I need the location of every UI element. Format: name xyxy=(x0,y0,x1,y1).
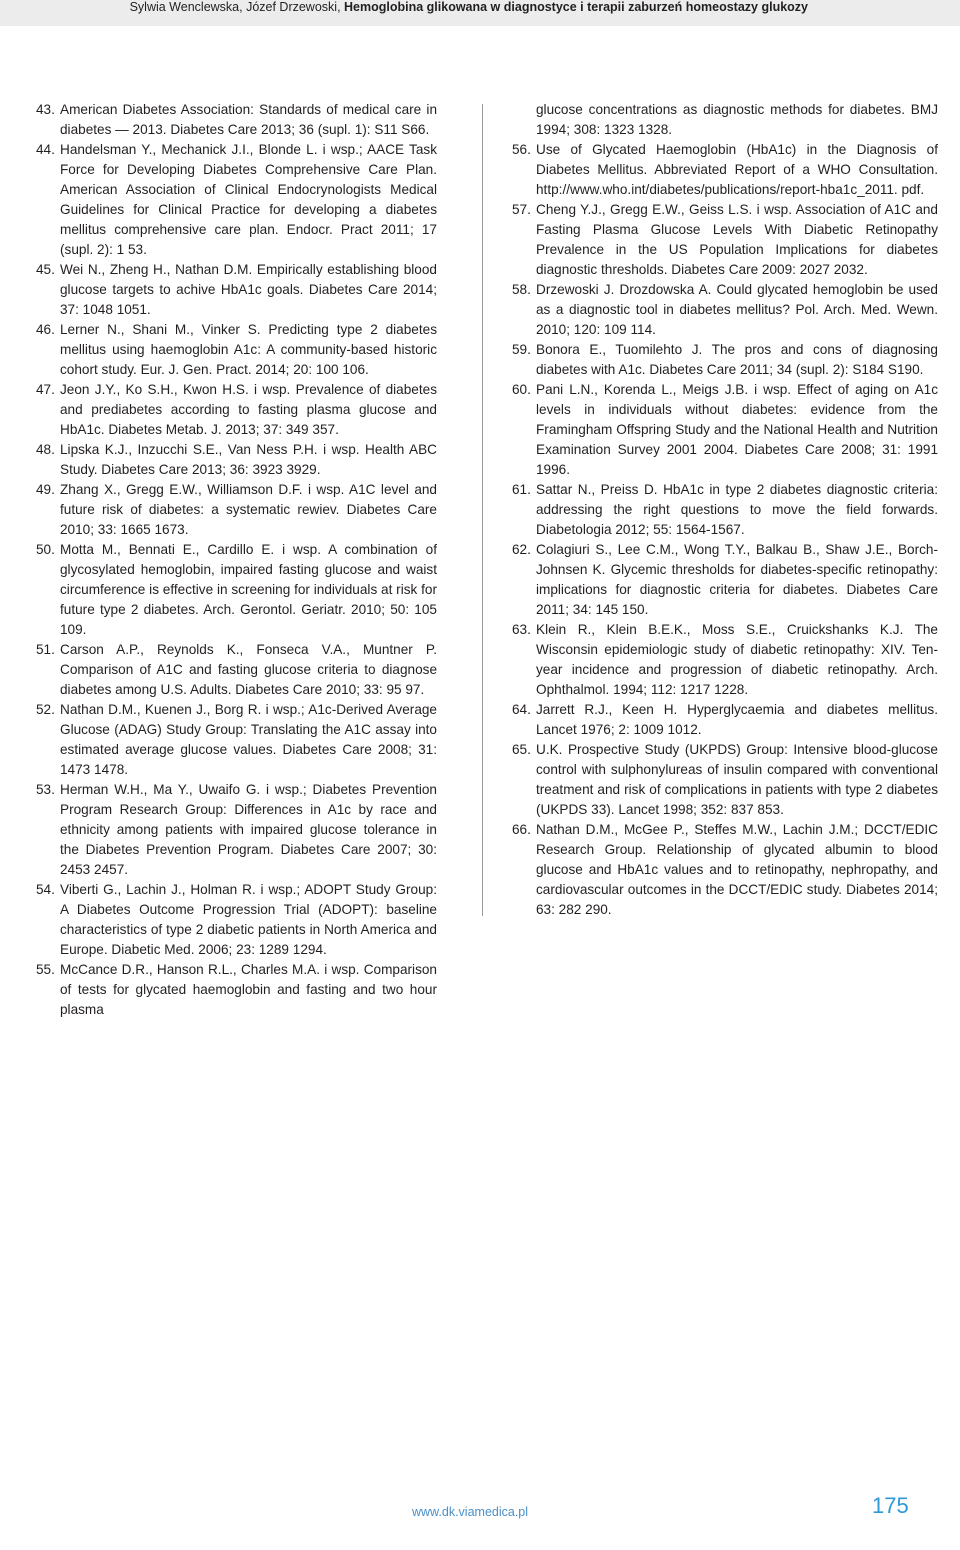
reference-item xyxy=(36,440,437,480)
reference-item xyxy=(36,640,437,700)
footer-url-domain: www.dk. xyxy=(412,1505,459,1519)
reference-text: Jarrett R.J., Keen H. Hyperglycaemia and diabetes mellitus. Lancet 1976; 2: 1009 1012. xyxy=(536,702,938,737)
reference-item xyxy=(512,140,938,200)
reference-number: 43. xyxy=(36,102,55,117)
reference-number: 54. xyxy=(36,882,55,897)
reference-item xyxy=(512,820,938,920)
reference-number: 64. xyxy=(512,702,531,717)
reference-text: Zhang X., Gregg E.W., Williamson D.F. i wsp. A1C level and future risk of diabetes: a systematic rewiev. Diabetes Care 2010; 33: 1665 1673. xyxy=(60,482,437,537)
reference-text: Lipska K.J., Inzucchi S.E., Van Ness P.H. i wsp. Health ABC Study. Diabetes Care 2013; 36: 3923 3929. xyxy=(60,442,437,477)
reference-number: 59. xyxy=(512,342,531,357)
reference-item xyxy=(512,700,938,740)
reference-item xyxy=(36,140,437,260)
reference-number: 65. xyxy=(512,742,531,757)
reference-text: Jeon J.Y., Ko S.H., Kwon H.S. i wsp. Prevalence of diabetes and prediabetes according to fasting plasma glucose and HbA1c. Diabetes Metab. J. 2013; 37: 349 357. xyxy=(60,382,437,437)
reference-item xyxy=(36,380,437,440)
reference-item xyxy=(512,480,938,540)
header-authors: Sylwia Wenclewska, Józef Drzewoski, xyxy=(129,0,345,14)
reference-text: Colagiuri S., Lee C.M., Wong T.Y., Balkau B., Shaw J.E., Borch-Johnsen K. Glycemic thresholds for diabetes-specific retinopathy: implications for diagnostic criteria for diabetes. Diabetes Care 2011; 34: 145 150. xyxy=(536,542,938,617)
reference-number: 63. xyxy=(512,622,531,637)
reference-item xyxy=(512,540,938,620)
reference-item xyxy=(36,780,437,880)
reference-number: 52. xyxy=(36,702,55,717)
reference-text: Bonora E., Tuomilehto J. The pros and cons of diagnosing diabetes with A1c. Diabetes Care 2011; 34 (supl. 2): S184 S190. xyxy=(536,342,938,377)
reference-number: 62. xyxy=(512,542,531,557)
reference-text: Lerner N., Shani M., Vinker S. Predicting type 2 diabetes mellitus using haemoglobin A1c: A community-based historic cohort study. Eur. J. Gen. Pract. 2014; 20: 100 106. xyxy=(60,322,437,377)
reference-text: Pani L.N., Korenda L., Meigs J.B. i wsp. Effect of aging on A1c levels in individuals without diabetes: evidence from the Framingham Offspring Study and the National Health and Nutrition Examination Survey 2001 2004. Diabetes Care 2008; 31: 1991 1996. xyxy=(536,382,938,477)
reference-continuation xyxy=(512,100,938,140)
reference-item xyxy=(512,200,938,280)
reference-number: 58. xyxy=(512,282,531,297)
reference-text: Sattar N., Preiss D. HbA1c in type 2 diabetes diagnostic criteria: addressing the right questions to move the field forwards. Diabetologia 2012; 55: 1564-1567. xyxy=(536,482,938,537)
reference-number: 47. xyxy=(36,382,55,397)
reference-text: U.K. Prospective Study (UKPDS) Group: Intensive blood-glucose control with sulphonylureas of insulin compared with conventional treatment and risk of complications in patients with type 2 diabetes (UKPDS 33). Lancet 1998; 352: 837 853. xyxy=(536,742,938,817)
footer-url-site: viamedica.pl xyxy=(458,1505,529,1519)
column-divider xyxy=(482,104,483,916)
reference-item xyxy=(512,740,938,820)
reference-text: McCance D.R., Hanson R.L., Charles M.A. i wsp. Comparison of tests for glycated haemoglobin and fasting and two hour plasma xyxy=(60,962,437,1017)
reference-item xyxy=(512,620,938,700)
reference-text: Nathan D.M., Kuenen J., Borg R. i wsp.; A1c-Derived Average Glucose (ADAG) Study Group: Translating the A1C assay into estimated average glucose values. Diabetes Care 2008; 31: 1473 1478. xyxy=(60,702,437,777)
reference-item xyxy=(36,700,437,780)
reference-text: Motta M., Bennati E., Cardillo E. i wsp. A combination of glycosylated hemoglobin, impaired fasting glucose and waist circumference is effective in screening for individuals at risk for future type 2 diabetes. Arch. Gerontol. Geriatr. 2010; 50: 105 109. xyxy=(60,542,437,637)
reference-number: 51. xyxy=(36,642,55,657)
reference-number: 56. xyxy=(512,142,531,157)
footer-url[interactable] xyxy=(412,1505,528,1519)
reference-text: Nathan D.M., McGee P., Steffes M.W., Lachin J.M.; DCCT/EDIC Research Group. Relationship of glycated albumin to blood glucose and HbA1c values and to retinopathy, nephropathy, and cardiovascular outcomes in the DCCT/EDIC study. Diabetes 2014; 63: 282 290. xyxy=(536,822,938,917)
reference-number: 49. xyxy=(36,482,55,497)
reference-text: Cheng Y.J., Gregg E.W., Geiss L.S. i wsp. Association of A1C and Fasting Plasma Glucose Levels With Diabetic Retinopathy Prevalence in the US Population Implications for diabetes diagnostic thresholds. Diabetes Care 2009: 2027 2032. xyxy=(536,202,938,277)
references-left-column xyxy=(36,100,437,1020)
reference-item xyxy=(512,280,938,340)
reference-text: American Diabetes Association: Standards of medical care in diabetes — 2013. Diabetes Care 2013; 36 (supl. 1): S11 S66. xyxy=(60,102,437,137)
reference-item xyxy=(512,380,938,480)
reference-item xyxy=(36,320,437,380)
reference-text: Klein R., Klein B.E.K., Moss S.E., Cruickshanks K.J. The Wisconsin epidemiologic study of diabetic retinopathy: XIV. Ten-year incidence and progression of diabetic retinopathy. Arch. Ophthalmol. 1994; 112: 1217 1228. xyxy=(536,622,938,697)
reference-number: 46. xyxy=(36,322,55,337)
references-right-column xyxy=(512,100,938,920)
reference-item xyxy=(36,540,437,640)
reference-item xyxy=(36,960,437,1020)
reference-number: 57. xyxy=(512,202,531,217)
reference-number: 53. xyxy=(36,782,55,797)
header-title: Hemoglobina glikowana w diagnostyce i terapii zaburzeń homeostazy glukozy xyxy=(344,0,808,14)
reference-item xyxy=(512,340,938,380)
reference-number: 48. xyxy=(36,442,55,457)
page-number: 175 xyxy=(872,1493,909,1518)
reference-text: Handelsman Y., Mechanick J.I., Blonde L. i wsp.; AACE Task Force for Developing Diabetes Comprehensive Care Plan. American Association of Clinical Endocrynologists Medical Guidelines for Clinical Practice for developing a diabetes mellitus comprehensive care plan. Endocr. Pract 2011; 17 (supl. 2): 1 53. xyxy=(60,142,437,257)
reference-number: 60. xyxy=(512,382,531,397)
reference-item xyxy=(36,260,437,320)
reference-number: 45. xyxy=(36,262,55,277)
reference-item xyxy=(36,480,437,540)
running-header xyxy=(0,0,960,26)
reference-text: Viberti G., Lachin J., Holman R. i wsp.; ADOPT Study Group: A Diabetes Outcome Progression Trial (ADOPT): baseline characteristics of type 2 diabetic patients in North America and Europe. Diabetic Med. 2006; 23: 1289 1294. xyxy=(60,882,437,957)
reference-text: Herman W.H., Ma Y., Uwaifo G. i wsp.; Diabetes Prevention Program Research Group: Differences in A1c by race and ethnicity among patients with impaired glucose tolerance in the Diabetes Prevention Program. Diabetes Care 2007; 30: 2453 2457. xyxy=(60,782,437,877)
reference-text: Carson A.P., Reynolds K., Fonseca V.A., Muntner P. Comparison of A1C and fasting glucose criteria to diagnose diabetes among U.S. Adults. Diabetes Care 2010; 33: 95 97. xyxy=(60,642,437,697)
reference-text: glucose concentrations as diagnostic methods for diabetes. BMJ 1994; 308: 1323 1328. xyxy=(536,102,938,137)
reference-number: 66. xyxy=(512,822,531,837)
reference-text: Use of Glycated Haemoglobin (HbA1c) in the Diagnosis of Diabetes Mellitus. Abbreviated Report of a WHO Consultation. http://www.who.int/diabetes/publications/report-hba1c_2011. pdf. xyxy=(536,142,938,197)
reference-item xyxy=(36,880,437,960)
reference-number: 50. xyxy=(36,542,55,557)
reference-item xyxy=(36,100,437,140)
reference-text: Wei N., Zheng H., Nathan D.M. Empirically establishing blood glucose targets to achive HbA1c goals. Diabetes Care 2014; 37: 1048 1051. xyxy=(60,262,437,317)
reference-number: 61. xyxy=(512,482,531,497)
reference-number: 44. xyxy=(36,142,55,157)
reference-text: Drzewoski J. Drozdowska A. Could glycated hemoglobin be used as a diagnostic tool in diabetes mellitus? Pol. Arch. Med. Wewn. 2010; 120: 109 114. xyxy=(536,282,938,337)
reference-number: 55. xyxy=(36,962,55,977)
